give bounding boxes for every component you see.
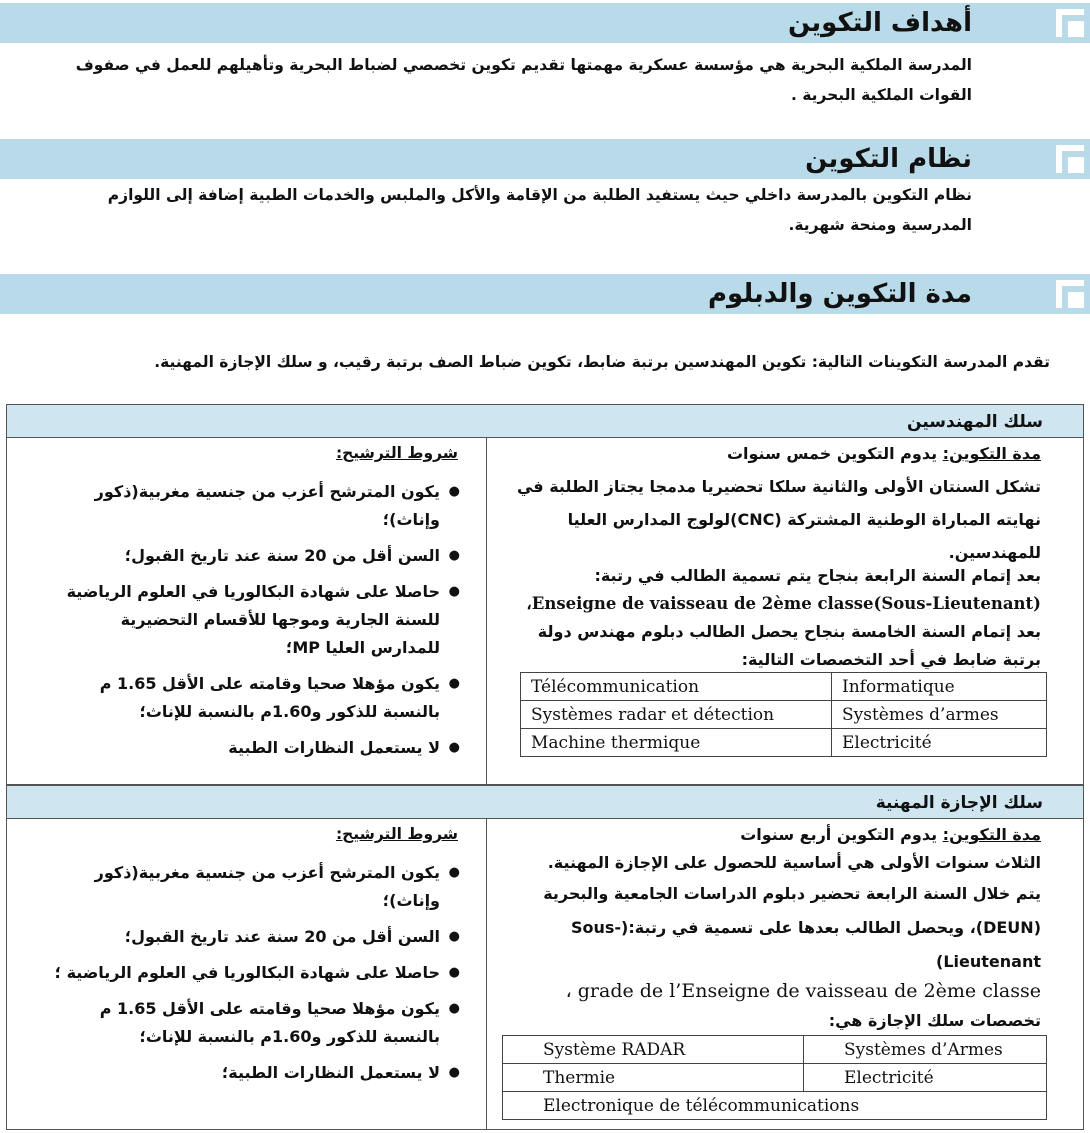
engineers-heading <box>6 404 1084 438</box>
section-title: نظام التكوين <box>805 144 972 174</box>
section-banner-system <box>0 139 1090 179</box>
list-item: ● لا يستعمل النظارات الطبية؛ <box>50 1059 460 1087</box>
table-cell: Electricité <box>804 1064 1047 1092</box>
conditions-list <box>50 859 460 1095</box>
list-item: ● السن أقل من 20 سنة عند تاريخ القبول؛ <box>50 923 460 951</box>
intro-text: تقدم المدرسة التكوينات التالية: تكوين المهندسين برتبة ضابط، تكوين ضباط الصف برتبة رقيب، و سلك الإجازة المهنية. <box>154 353 1050 371</box>
duration-line <box>501 440 1041 468</box>
specialties-title: تخصصات سلك الإجازة هي: <box>828 1011 1041 1030</box>
engineers-conditions <box>7 438 487 784</box>
engineers-heading-label: سلك المهندسين <box>907 412 1043 432</box>
table-row <box>521 729 1047 757</box>
table-row <box>503 1036 1047 1064</box>
duration-value: يدوم التكوين أربع سنوات <box>740 825 938 844</box>
corner-square-icon <box>1056 280 1084 308</box>
list-item: ● لا يستعمل النظارات الطبية <box>50 734 460 762</box>
table-cell: Machine thermique <box>521 729 832 757</box>
table-row <box>521 673 1047 701</box>
table-row <box>521 701 1047 729</box>
objectives-text: المدرسة الملكية البحرية هي مؤسسة عسكرية مهمتها تقديم تكوين تخصصي لضباط البحرية وتأهيلهم للعمل في صفوف القوات الملكية البحرية . <box>75 56 972 104</box>
list-item: ● يكون المترشح أعزب من جنسية مغربية(ذكور وإناث)؛ <box>50 859 460 915</box>
fifth-year-text: بعد إتمام السنة الخامسة بنجاح يحصل الطالب دبلوم مهندس دولة برتبة ضابط في أحد التخصصات التالية: <box>537 622 1041 669</box>
duration-line <box>501 821 1041 849</box>
duration-label: مدة التكوين: <box>942 825 1041 844</box>
corner-square-icon <box>1056 9 1084 37</box>
table-cell: Thermie <box>503 1064 804 1092</box>
table-cell: Télécommunication <box>521 673 832 701</box>
section-title: مدة التكوين والدبلوم <box>707 279 972 309</box>
duration-value: يدوم التكوين خمس سنوات <box>726 444 938 463</box>
table-cell: Electronique de télécommunications <box>503 1092 1047 1120</box>
table-cell: Electricité <box>832 729 1047 757</box>
conditions-title: شروط الترشيح: <box>335 825 458 843</box>
license-heading-label: سلك الإجازة المهنية <box>875 793 1043 813</box>
section-banner-duration <box>0 274 1090 314</box>
prep-cycle-text: تشكل السنتان الأولى والثانية سلكا تحضيريا مدمجا يجتاز الطلبة في نهايته المباراة الوطنية المشتركة (CNC)لولوج المدارس العليا للمهندسين. <box>516 477 1041 562</box>
corner-square-icon <box>1056 145 1084 173</box>
rank-text: Enseigne de vaisseau de 2ème classe(Sous-Lieutenant)، <box>526 594 1041 613</box>
first-years-text: الثلاث سنوات الأولى هي أساسية للحصول على الإجازة المهنية. <box>547 853 1041 872</box>
table-cell: Systèmes d’armes <box>832 701 1047 729</box>
section-title: أهداف التكوين <box>788 8 972 38</box>
list-item: ● حاصلا على شهادة البكالوريا في العلوم الرياضية ؛ <box>50 959 460 987</box>
engineers-details <box>487 438 1083 784</box>
section-banner-objectives <box>0 3 1090 43</box>
table-row <box>503 1064 1047 1092</box>
list-item: ● يكون مؤهلا صحيا وقامته على الأقل 1.65 م بالنسبة للذكور و1.60م بالنسبة للإناث؛ <box>50 995 460 1051</box>
conditions-title: شروط الترشيح: <box>335 444 458 462</box>
conditions-list <box>50 478 460 770</box>
license-heading <box>6 785 1084 819</box>
table-cell: Informatique <box>832 673 1047 701</box>
license-conditions <box>7 819 487 1129</box>
license-specialties-table <box>502 1035 1047 1120</box>
list-item: ● السن أقل من 20 سنة عند تاريخ القبول؛ <box>50 542 460 570</box>
license-details <box>487 819 1083 1129</box>
list-item: ● حاصلا على شهادة البكالوريا في العلوم الرياضية للسنة الجارية وموجها للأقسام التحضيرية للمدارس العليا MP؛ <box>50 578 460 662</box>
table-cell: Systèmes radar et détection <box>521 701 832 729</box>
list-item: ● يكون المترشح أعزب من جنسية مغربية(ذكور وإناث)؛ <box>50 478 460 534</box>
list-item: ● يكون مؤهلا صحيا وقامته على الأقل 1.65 م بالنسبة للذكور و1.60م بالنسبة للإناث؛ <box>50 670 460 726</box>
duration-label: مدة التكوين: <box>942 444 1041 463</box>
engineers-specialties-table <box>520 672 1047 757</box>
table-cell: Système RADAR <box>503 1036 804 1064</box>
engineers-box <box>6 438 1084 785</box>
system-text: نظام التكوين بالمدرسة داخلي حيث يستفيد الطلبة من الإقامة والأكل والملبس والخدمات الطبية إضافة إلى اللوازم المدرسية ومنحة شهرية. <box>107 186 972 234</box>
table-cell: Systèmes d’Armes <box>804 1036 1047 1064</box>
fourth-year-text: بعد إتمام السنة الرابعة بنجاح يتم تسمية الطالب في رتبة: <box>594 566 1041 585</box>
table-row <box>503 1092 1047 1120</box>
fourth-year-text: يتم خلال السنة الرابعة تحضير دبلوم الدراسات الجامعية والبحرية (DEUN)، ويحصل الطالب بعدها على تسمية في رتبة:(Sous-Lieutenant) <box>543 884 1041 971</box>
rank-text: grade de l’Enseigne de vaisseau de 2ème classe ، <box>565 980 1041 1002</box>
license-box <box>6 819 1084 1130</box>
